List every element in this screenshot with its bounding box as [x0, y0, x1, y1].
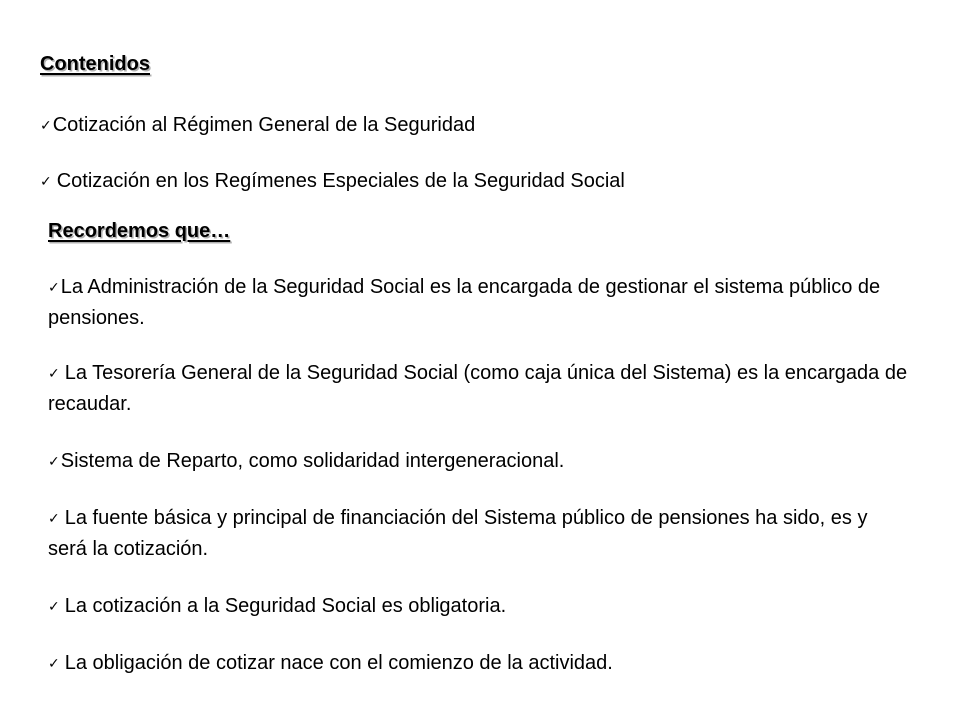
- recordemos-item-5: [48, 591, 908, 622]
- recordemos-item-text: La fuente básica y principal de financiación del Sistema público de pensiones ha sido, es y será la cotización.: [48, 507, 868, 560]
- checkmark-icon: ✓: [40, 174, 52, 190]
- recordemos-item-text: La cotización a la Seguridad Social es obligatoria.: [64, 595, 507, 617]
- checkmark-icon: ✓: [48, 280, 60, 296]
- recordemos-item-3: [48, 446, 908, 477]
- checkmark-icon: ✓: [48, 599, 60, 615]
- checkmark-icon: ✓: [48, 511, 60, 527]
- contenidos-heading: Contenidos: [40, 53, 150, 75]
- contenidos-item-text: Cotización en los Regímenes Especiales de la Seguridad Social: [56, 170, 625, 192]
- contenidos-item-1: [40, 110, 920, 141]
- recordemos-item-4: [48, 503, 908, 564]
- recordemos-item-6: [48, 648, 908, 679]
- recordemos-item-1: [48, 272, 908, 333]
- recordemos-item-text: La Administración de la Seguridad Social es la encargada de gestionar el sistema público de pensiones.: [48, 276, 881, 329]
- recordemos-item-2: [48, 358, 908, 419]
- contenidos-item-2: [40, 166, 920, 197]
- recordemos-item-text: La obligación de cotizar nace con el comienzo de la actividad.: [64, 652, 613, 674]
- recordemos-heading: Recordemos que…: [48, 220, 231, 242]
- checkmark-icon: ✓: [48, 454, 60, 470]
- checkmark-icon: ✓: [48, 366, 60, 382]
- checkmark-icon: ✓: [40, 118, 52, 134]
- recordemos-item-text: La Tesorería General de la Seguridad Social (como caja única del Sistema) es la encargada de recaudar.: [48, 362, 908, 415]
- checkmark-icon: ✓: [48, 656, 60, 672]
- recordemos-item-text: Sistema de Reparto, como solidaridad intergeneracional.: [60, 450, 565, 472]
- contenidos-item-text: Cotización al Régimen General de la Seguridad: [52, 114, 476, 136]
